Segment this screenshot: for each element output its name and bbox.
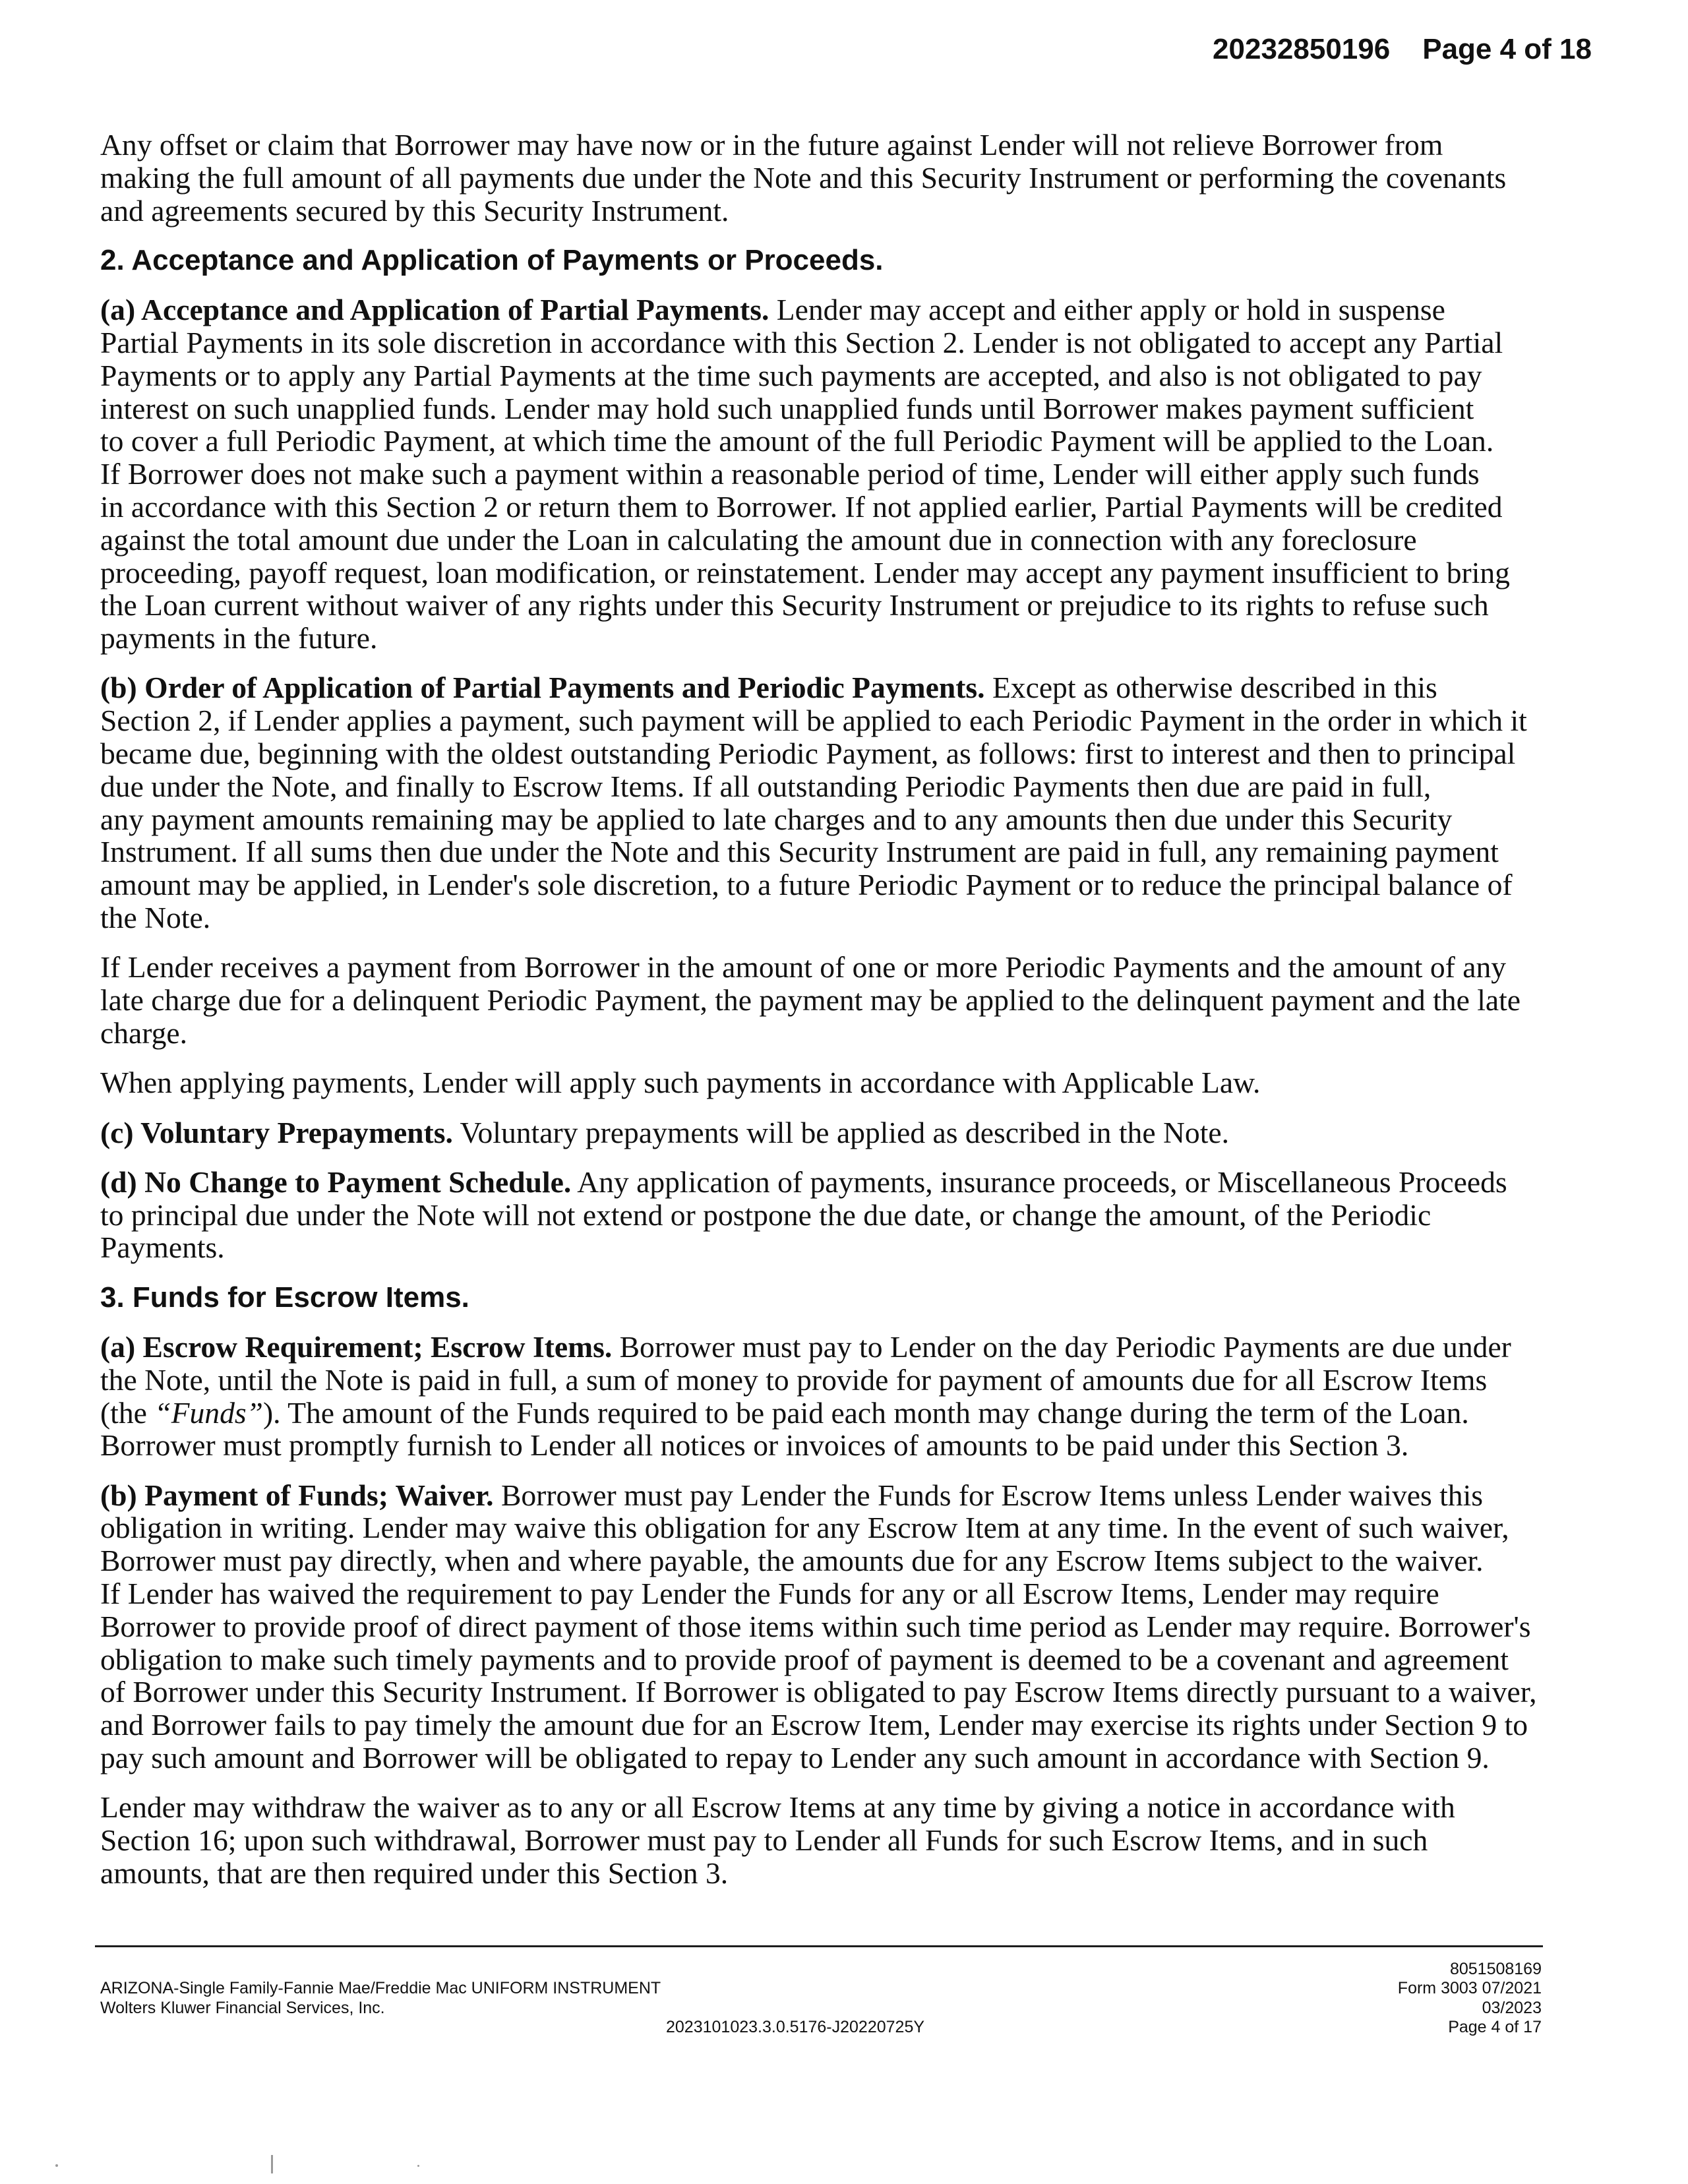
paragraph-line (100, 1116, 1537, 1149)
paragraph-line: amount may be applied, in Lender's sole discretion, to a future Periodic Payment or to reduce the principal balance of (100, 868, 1513, 902)
paragraph-line: Section 16; upon such withdrawal, Borrower must pay to Lender all Funds for such Escrow Items, and in such (100, 1823, 1428, 1858)
subsection-title: (d) No Change to Payment Schedule. (100, 1165, 572, 1199)
paragraph-line: payments in the future. (100, 621, 378, 655)
paragraph-line: Payments or to apply any Partial Payments at the time such payments are accepted, and also is not obligated to pay (100, 358, 1482, 392)
scan-speck (417, 2165, 419, 2167)
paragraph-line: pay such amount and Borrower will be obligated to repay to Lender any such amount in accordance with Section 9. (100, 1741, 1490, 1775)
footer-divider (95, 1945, 1543, 1947)
footer-revision-date: 03/2023 (1482, 1998, 1542, 2017)
footer-loan-number: 8051508169 (1449, 1959, 1542, 1978)
text-run: (the (100, 1395, 147, 1430)
paragraph-line (100, 671, 1537, 704)
defined-term: “Funds” (154, 1395, 263, 1430)
paragraph-line: the Loan current without waiver of any rights under this Security Instrument or prejudice to its rights to refuse such (100, 588, 1489, 622)
paragraph-line: Borrower to provide proof of direct payment of those items within such time period as Lender may require. Borrower's (100, 1609, 1531, 1643)
paragraph-line: and agreements secured by this Security Instrument. (100, 193, 729, 228)
recording-number: 20232850196 (1213, 33, 1391, 65)
paragraph-line: obligation in writing. Lender may waive this obligation for any Escrow Item at any time. In the event of such waiver, (100, 1511, 1509, 1545)
paragraph-line: Instrument. If all sums then due under the Note and this Security Instrument are paid in full, any remaining payment (100, 835, 1499, 869)
paragraph-line (100, 1479, 1537, 1512)
paragraph-2d (100, 1166, 1537, 1264)
paragraph-line: amounts, that are then required under this Section 3. (100, 1856, 729, 1890)
paragraph-2b (100, 671, 1537, 934)
paragraph-line: due under the Note, and finally to Escrow Items. If all outstanding Periodic Payments then due are paid in full, (100, 769, 1432, 803)
paragraph-line: in accordance with this Section 2 or return them to Borrower. If not applied earlier, Partial Payments will be credited (100, 489, 1503, 524)
paragraph-offset-claim (100, 129, 1537, 227)
paragraph-line: Lender may withdraw the waiver as to any or all Escrow Items at any time by giving a notice in accordance with (100, 1790, 1455, 1825)
paragraph-line: Payments. (100, 1230, 225, 1265)
footer-document-code: 2023101023.3.0.5176-J20220725Y (666, 2018, 925, 2037)
subsection-title: (b) Order of Application of Partial Payments and Periodic Payments. (100, 671, 985, 705)
subsection-title: (c) Voluntary Prepayments. (100, 1115, 453, 1149)
paragraph-line: of Borrower under this Security Instrument. If Borrower is obligated to pay Escrow Items directly pursuant to a waiver, (100, 1675, 1537, 1709)
paragraph-line: If Lender has waived the requirement to pay Lender the Funds for any or all Escrow Items, Lender may require (100, 1577, 1439, 1611)
text-run: ). The amount of the Funds required to be paid each month may change during the term of the Loan. (263, 1395, 1469, 1430)
paragraph-line: Borrower must pay directly, when and where payable, the amounts due for any Escrow Items subject to the waiver. (100, 1544, 1484, 1578)
paragraph-line: late charge due for a delinquent Periodic Payment, the payment may be applied to the delinquent payment and the late (100, 983, 1521, 1017)
document-body (100, 129, 1537, 1906)
paragraph-3a (100, 1331, 1537, 1462)
paragraph-line: proceeding, payoff request, loan modification, or reinstatement. Lender may accept any payment insufficient to bring (100, 555, 1510, 590)
paragraph-line (100, 1331, 1537, 1364)
footer-page-indicator: Page 4 of 17 (1448, 2018, 1542, 2037)
text-run: Voluntary prepayments will be applied as described in the Note. (460, 1115, 1229, 1149)
paragraph-line: making the full amount of all payments due under the Note and this Security Instrument or performing the covenants (100, 160, 1507, 195)
paragraph-applicable-law (100, 1066, 1537, 1099)
paragraph-line: to principal due under the Note will not extend or postpone the due date, or change the amount, of the Periodic (100, 1198, 1432, 1232)
paragraph-line: When applying payments, Lender will apply such payments in accordance with Applicable Law. (100, 1066, 1261, 1100)
subsection-title: (a) Escrow Requirement; Escrow Items. (100, 1330, 613, 1364)
paragraph-line: interest on such unapplied funds. Lender may hold such unapplied funds until Borrower makes payment sufficient (100, 391, 1474, 425)
text-run: Any application of payments, insurance proceeds, or Miscellaneous Proceeds (577, 1165, 1507, 1199)
paragraph-line: to cover a full Periodic Payment, at which time the amount of the full Periodic Payment will be applied to the Loan. (100, 424, 1494, 458)
paragraph-line: the Note. (100, 901, 211, 935)
paragraph-line: obligation to make such timely payments and to provide proof of payment is deemed to be a covenant and agreement (100, 1642, 1509, 1676)
paragraph-late-charge (100, 951, 1537, 1049)
subsection-title: (a) Acceptance and Application of Partial Payments. (100, 293, 769, 327)
paragraph-line: If Borrower does not make such a payment within a reasonable period of time, Lender will either apply such funds (100, 457, 1480, 491)
text-run: Except as otherwise described in this (992, 671, 1437, 705)
paragraph-3b (100, 1479, 1537, 1774)
section-heading: 3. Funds for Escrow Items. (100, 1281, 469, 1314)
scan-speck (271, 2155, 273, 2173)
paragraph-waiver-withdrawal (100, 1791, 1537, 1889)
scan-speck (55, 2164, 58, 2167)
paragraph-2a (100, 293, 1537, 655)
paragraph-line: Section 2, if Lender applies a payment, such payment will be applied to each Periodic Payment in the order in which it (100, 704, 1527, 738)
paragraph-line: any payment amounts remaining may be applied to late charges and to any amounts then due under this Security (100, 802, 1453, 836)
paragraph-2c (100, 1116, 1537, 1149)
paragraph-line: Borrower must promptly furnish to Lender all notices or invoices of amounts to be paid under this Section 3. (100, 1428, 1409, 1463)
section-heading: 2. Acceptance and Application of Payments or Proceeds. (100, 243, 884, 276)
page-header (1213, 33, 1592, 66)
text-run: Borrower must pay Lender the Funds for Escrow Items unless Lender waives this (500, 1478, 1484, 1512)
footer-form-title: ARIZONA-Single Family-Fannie Mae/Freddie Mac UNIFORM INSTRUMENT (100, 1979, 661, 1998)
footer-right (1398, 1960, 1542, 2038)
paragraph-line: charge. (100, 1016, 188, 1050)
paragraph-line (100, 1166, 1537, 1199)
paragraph-line (100, 1397, 1537, 1430)
paragraph-line: against the total amount due under the Loan in calculating the amount due in connection with any foreclosure (100, 522, 1417, 557)
paragraph-line: became due, beginning with the oldest outstanding Periodic Payment, as follows: first to interest and then to principal (100, 737, 1516, 771)
footer-publisher: Wolters Kluwer Financial Services, Inc. (100, 1998, 385, 2017)
paragraph-line: Any offset or claim that Borrower may have now or in the future against Lender will not relieve Borrower from (100, 128, 1443, 162)
text-run: Lender may accept and either apply or hold in suspense (776, 293, 1445, 327)
paragraph-line: and Borrower fails to pay timely the amount due for an Escrow Item, Lender may exercise its rights under Section 9 to (100, 1708, 1528, 1742)
subsection-title: (b) Payment of Funds; Waiver. (100, 1478, 494, 1512)
page-indicator: Page 4 of 18 (1422, 33, 1592, 65)
paragraph-line: the Note, until the Note is paid in full, a sum of money to provide for payment of amounts due for all Escrow Items (100, 1362, 1488, 1397)
footer-left (100, 1979, 661, 2018)
footer-form-number: Form 3003 07/2021 (1397, 1979, 1542, 1998)
text-run: Borrower must pay to Lender on the day Periodic Payments are due under (619, 1330, 1511, 1364)
paragraph-line: Partial Payments in its sole discretion in accordance with this Section 2. Lender is not obligated to accept any Partial (100, 325, 1503, 359)
paragraph-line: If Lender receives a payment from Borrower in the amount of one or more Periodic Payments and the amount of any (100, 950, 1507, 985)
paragraph-line (100, 293, 1537, 326)
